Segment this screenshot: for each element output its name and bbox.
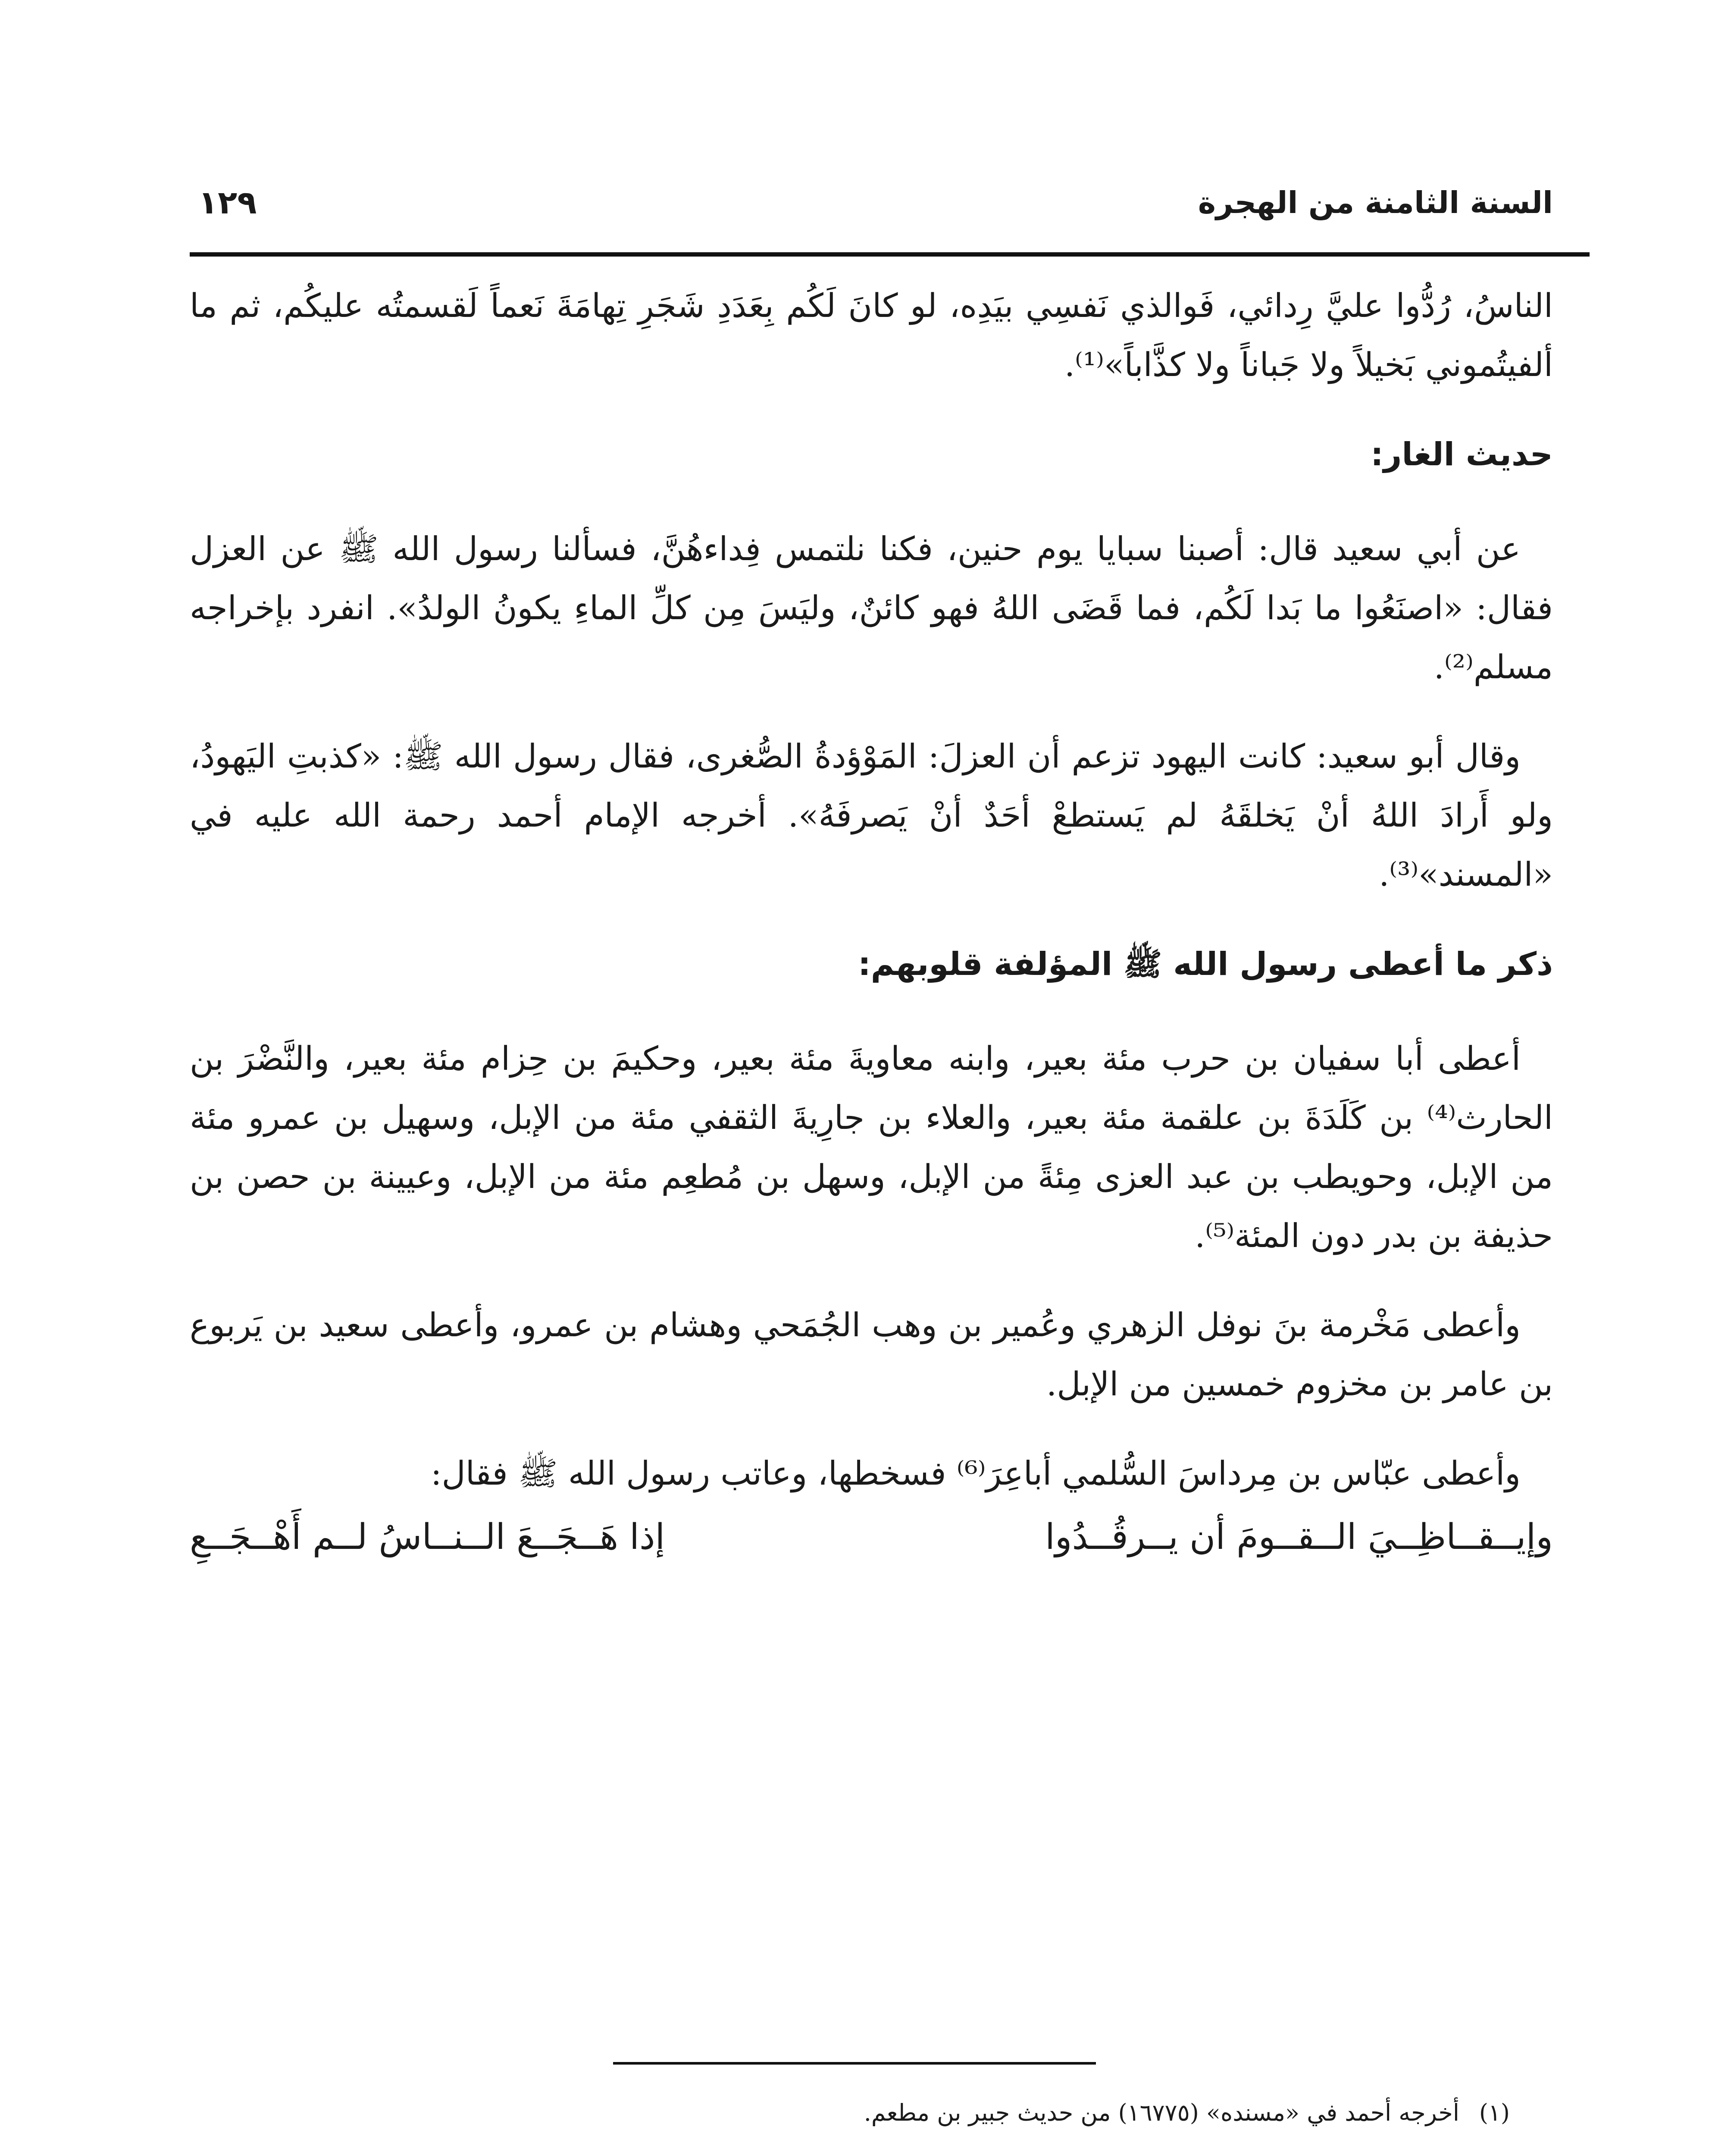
paragraph-abbas: وأعطى عبّاس بن مِرداسَ السُّلمي أباعِرَ⁽⁶⁾ فسخطها، وعاتب رسول الله ﷺ فقال: xyxy=(430,1454,1521,1492)
footnote-number: (١) xyxy=(1479,2099,1510,2126)
paragraph-gifts-fifty: وأعطى مَخْرمة بنَ نوفل الزهري وعُمير بن وهب الجُمَحي وهشام بن عمرو، وأعطى سعيد بن يَربوع بن عامر بن مخزوم خمسين من الإبل. xyxy=(190,1306,1553,1403)
footnote-number xyxy=(1467,2143,1510,2156)
verse-second-half: إذا هَــجَــعَ الــنــاسُ لــم أَهْــجَــعِ xyxy=(190,1517,665,1557)
section-heading-muallafa: ذكر ما أعطى رسول الله ﷺ المؤلفة قلوبهم: xyxy=(858,946,1553,983)
footnote-text: أخرجه أحمد في «مسنده» (١٦٧٧٥) من حديث جبير بن مطعم. xyxy=(864,2099,1459,2126)
running-title: السنة الثامنة من الهجرة xyxy=(1198,185,1553,220)
paragraph-jews-claim: وقال أبو سعيد: كانت اليهود تزعم أن العزلَ: المَوْؤدةُ الصُّغرى، فقال رسول الله ﷺ: «كذبتِ اليَهودُ، ولو أَرادَ اللهُ أنْ يَخلقَهُ لم يَستطعْ أحَدٌ أنْ يَصرفَهُ». أخرجه الإمام أحمد رحمة الله عليه في «المسند»⁽³⁾. xyxy=(190,737,1553,893)
main-text xyxy=(190,276,1553,1567)
paragraph-continuation: الناسُ، رُدُّوا عليَّ رِدائي، فَوالذي نَفسِي بيَدِه، لو كانَ لَكُم بِعَدَدِ شَجَرِ تِهامَةَ نَعماً لَقسمتُه عليكُم، ثم ما ألفيتُموني بَخيلاً ولا جَباناً ولا كذَّاباً»⁽¹⁾. xyxy=(190,286,1553,384)
paragraph-gifts-list: أعطى أبا سفيان بن حرب مئة بعير، وابنه معاويةَ مئة بعير، وحكيمَ بن حِزام مئة بعير، والنَّضْرَ بن الحارث⁽⁴⁾ بن كَلَدَةَ بن علقمة مئة بعير، والعلاء بن جارِيةَ الثقفي مئة من الإبل، وسهيل بن عمرو مئة من الإبل، وحويطب بن عبد العزى مِئةً من الإبل، وسهل بن مُطعِم مئة من الإبل، وعيينة بن حصن بن حذيفة بن بدر دون المئة⁽⁵⁾. xyxy=(190,1039,1553,1255)
paragraph-azl-question: عن أبي سعيد قال: أصبنا سبايا يوم حنين، فكنا نلتمس فِداءهُنَّ، فسألنا رسول الله ﷺ عن العزل فقال: «اصنَعُوا ما بَدا لَكُم، فما قَضَى اللهُ فهو كائنٌ، وليَسَ مِن كلِّ الماءِ يكونُ الولدُ». انفرد بإخراجه مسلم⁽²⁾. xyxy=(190,530,1553,686)
footnote-item xyxy=(241,2143,1510,2156)
page-header xyxy=(190,172,1553,237)
footnotes xyxy=(241,2083,1510,2156)
verse-first-half: وإيــقــاظِــيَ الــقــومَ أن يــرقُــدُوا xyxy=(1045,1517,1553,1557)
footnote-rule xyxy=(613,2062,1096,2065)
header-rule xyxy=(190,252,1590,257)
footnote-item xyxy=(241,2083,1510,2143)
poetry-verse xyxy=(190,1507,1553,1567)
page-number: ١٢٩ xyxy=(198,184,257,221)
section-heading-cave-hadith: حديث الغار: xyxy=(1371,436,1553,473)
